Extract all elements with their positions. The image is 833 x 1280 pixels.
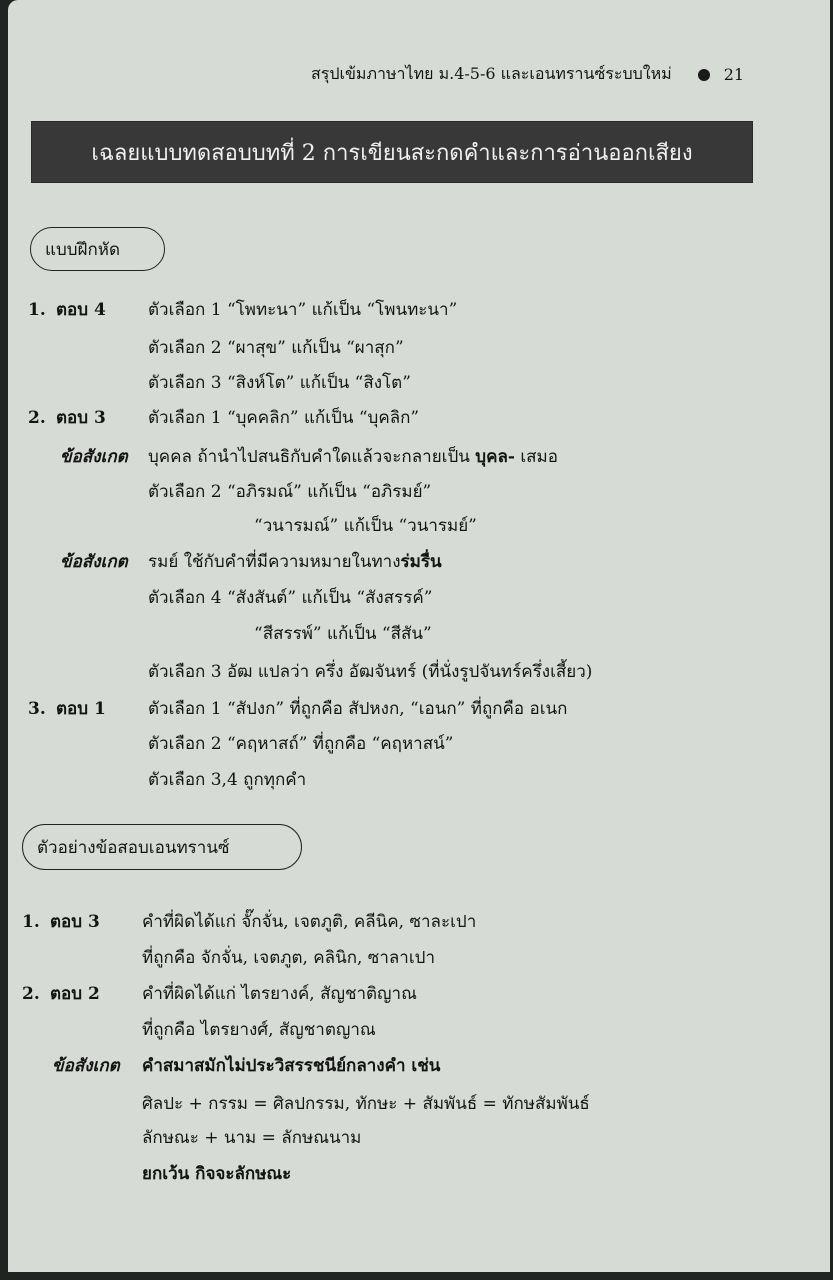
- note-text: [148, 550, 442, 574]
- text-line: “วนารมณ์” แก้เป็น “วนารมย์”: [254, 516, 477, 536]
- item-answer: ตอบ 1: [56, 699, 106, 719]
- note-emphasis: ร่มรื่น: [400, 552, 442, 572]
- note-text-part: เสมอ: [514, 447, 558, 467]
- text-line: ที่ถูกคือ จักจั่น, เจตภูต, คลินิก, ซาลาเปา: [142, 948, 435, 968]
- book-page: [8, 0, 830, 1272]
- note-text: [148, 445, 558, 469]
- text-line: “สีสรรพ์” แก้เป็น “สีสัน”: [254, 624, 432, 644]
- item-answer: ตอบ 3: [56, 408, 106, 428]
- page-number: 21: [723, 65, 745, 84]
- text-line: ตัวเลือก 4 “สังสันต์” แก้เป็น “สังสรรค์”: [148, 588, 433, 608]
- chapter-title: เฉลยแบบทดสอบบทที่ 2 การเขียนสะกดคำและการอ่านออกเสียง: [32, 122, 752, 182]
- item-answer: ตอบ 4: [56, 300, 106, 320]
- item-number: 2.: [28, 408, 46, 428]
- text-line: ยกเว้น กิจจะลักษณะ: [142, 1164, 292, 1184]
- note-text: คำสมาสมักไม่ประวิสรรชนีย์กลางคำ เช่น: [142, 1056, 441, 1076]
- running-header: [311, 62, 744, 87]
- item-number: 3.: [28, 699, 46, 719]
- section-heading-entrance: ตัวอย่างข้อสอบเอนทรานซ์: [22, 824, 302, 870]
- text-line: ตัวเลือก 2 “คฤหาสถ์” ที่ถูกคือ “คฤหาสน์”: [148, 734, 454, 754]
- item-number: 1.: [28, 300, 46, 320]
- text-line: ตัวเลือก 2 “ผาสุข” แก้เป็น “ผาสุก”: [148, 338, 404, 358]
- text-line: คำที่ผิดได้แก่ จั๊กจั่น, เจตภูติ, คลีนิค, ซาละเปา: [142, 912, 477, 932]
- text-line: ตัวเลือก 2 “อภิรมณ์” แก้เป็น “อภิรมย์”: [148, 482, 432, 502]
- note-label: ข้อสังเกต: [60, 552, 128, 572]
- text-line: ตัวเลือก 3 อัฒ แปลว่า ครึ่ง อัฒจันทร์ (ที่นั่งรูปจันทร์ครึ่งเสี้ยว): [148, 662, 593, 682]
- note-label: ข้อสังเกต: [52, 1056, 120, 1076]
- text-line: ลักษณะ + นาม = ลักษณนาม: [142, 1128, 362, 1148]
- running-title: สรุปเข้มภาษาไทย ม.4-5-6 และเอนทรานซ์ระบบใหม่: [311, 64, 672, 83]
- note-text-part: รมย์ ใช้กับคำที่มีความหมายในทาง: [148, 552, 401, 572]
- text-line: ตัวเลือก 3 “สิงห์โต” แก้เป็น “สิงโต”: [148, 373, 411, 393]
- text-line: ตัวเลือก 3,4 ถูกทุกคำ: [148, 770, 307, 790]
- text-line: ตัวเลือก 1 “สัปงก” ที่ถูกคือ สัปหงก, “เอนก” ที่ถูกคือ อเนก: [148, 699, 568, 719]
- item-answer: ตอบ 2: [50, 984, 100, 1004]
- bullet-icon: [698, 69, 710, 81]
- text-line: ตัวเลือก 1 “โพทะนา” แก้เป็น “โพนทะนา”: [148, 300, 458, 320]
- section-heading-exercise: แบบฝึกหัด: [30, 227, 165, 271]
- text-line: ตัวเลือก 1 “บุคคลิก” แก้เป็น “บุคลิก”: [148, 408, 420, 428]
- note-text-part: บุคคล ถ้านำไปสนธิกับคำใดแล้วจะกลายเป็น: [148, 447, 476, 467]
- item-number: 2.: [22, 984, 40, 1004]
- text-line: ศิลปะ + กรรม = ศิลปกรรม, ทักษะ + สัมพันธ์ = ทักษสัมพันธ์: [142, 1094, 590, 1114]
- item-number: 1.: [22, 912, 40, 932]
- note-emphasis: บุคล-: [475, 447, 515, 467]
- text-line: คำที่ผิดได้แก่ ไตรยางค์, สัญชาติญาณ: [142, 984, 417, 1004]
- text-line: ที่ถูกคือ ไตรยางศ์, สัญชาตญาณ: [142, 1020, 376, 1040]
- note-label: ข้อสังเกต: [60, 447, 128, 467]
- item-answer: ตอบ 3: [50, 912, 100, 932]
